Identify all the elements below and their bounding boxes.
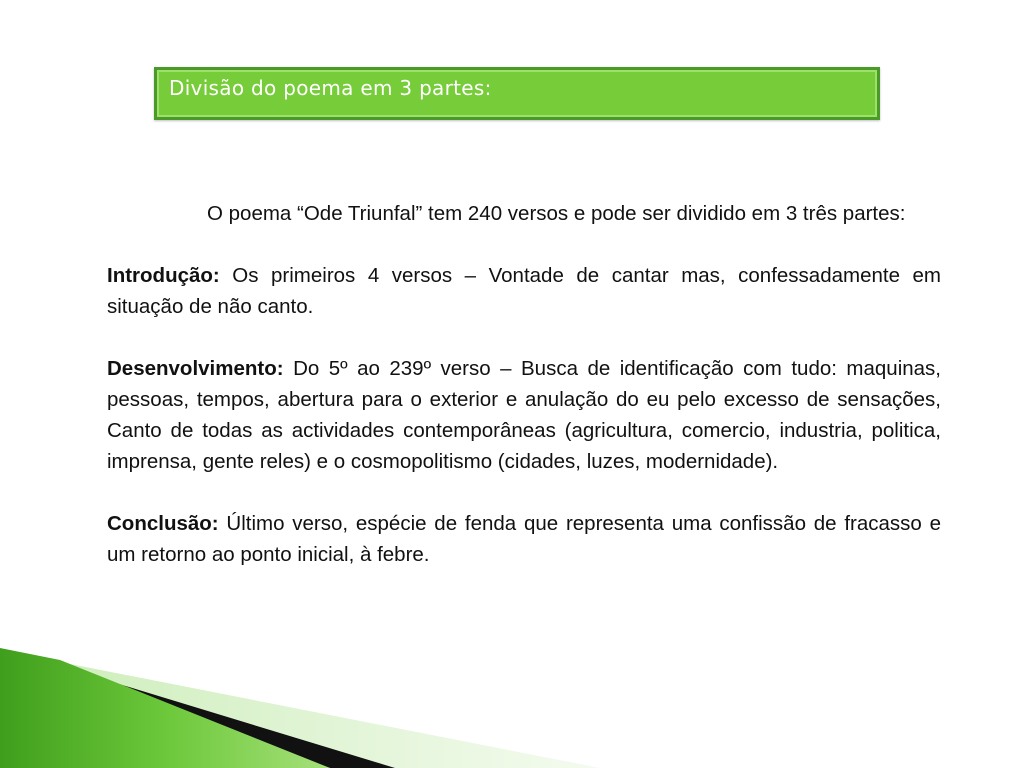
section-heading: Introdução:	[107, 264, 220, 287]
section-heading: Desenvolvimento:	[107, 357, 284, 380]
intro-paragraph: O poema “Ode Triunfal” tem 240 versos e pode ser dividido em 3 três partes:	[207, 202, 906, 225]
section-text: Último verso, espécie de fenda que representa uma confissão de fracasso e um retorno ao ponto inicial, à febre.	[107, 512, 941, 566]
slide-title: Divisão do poema em 3 partes:	[169, 76, 492, 100]
section-heading: Conclusão:	[107, 512, 219, 535]
section-text: Do 5º ao 239º verso – Busca de identificação com tudo: maquinas, pessoas, tempos, abertura para o exterior e anulação do eu pelo excesso de sensações, Canto de todas as actividades contemporâneas (agricultura, comercio, industria, politica, imprensa, gente reles) e o cosmopolitismo (cidades, luzes, modernidade).	[107, 357, 941, 473]
section-text: Os primeiros 4 versos – Vontade de cantar mas, confessadamente em situação de não canto.	[107, 264, 941, 318]
